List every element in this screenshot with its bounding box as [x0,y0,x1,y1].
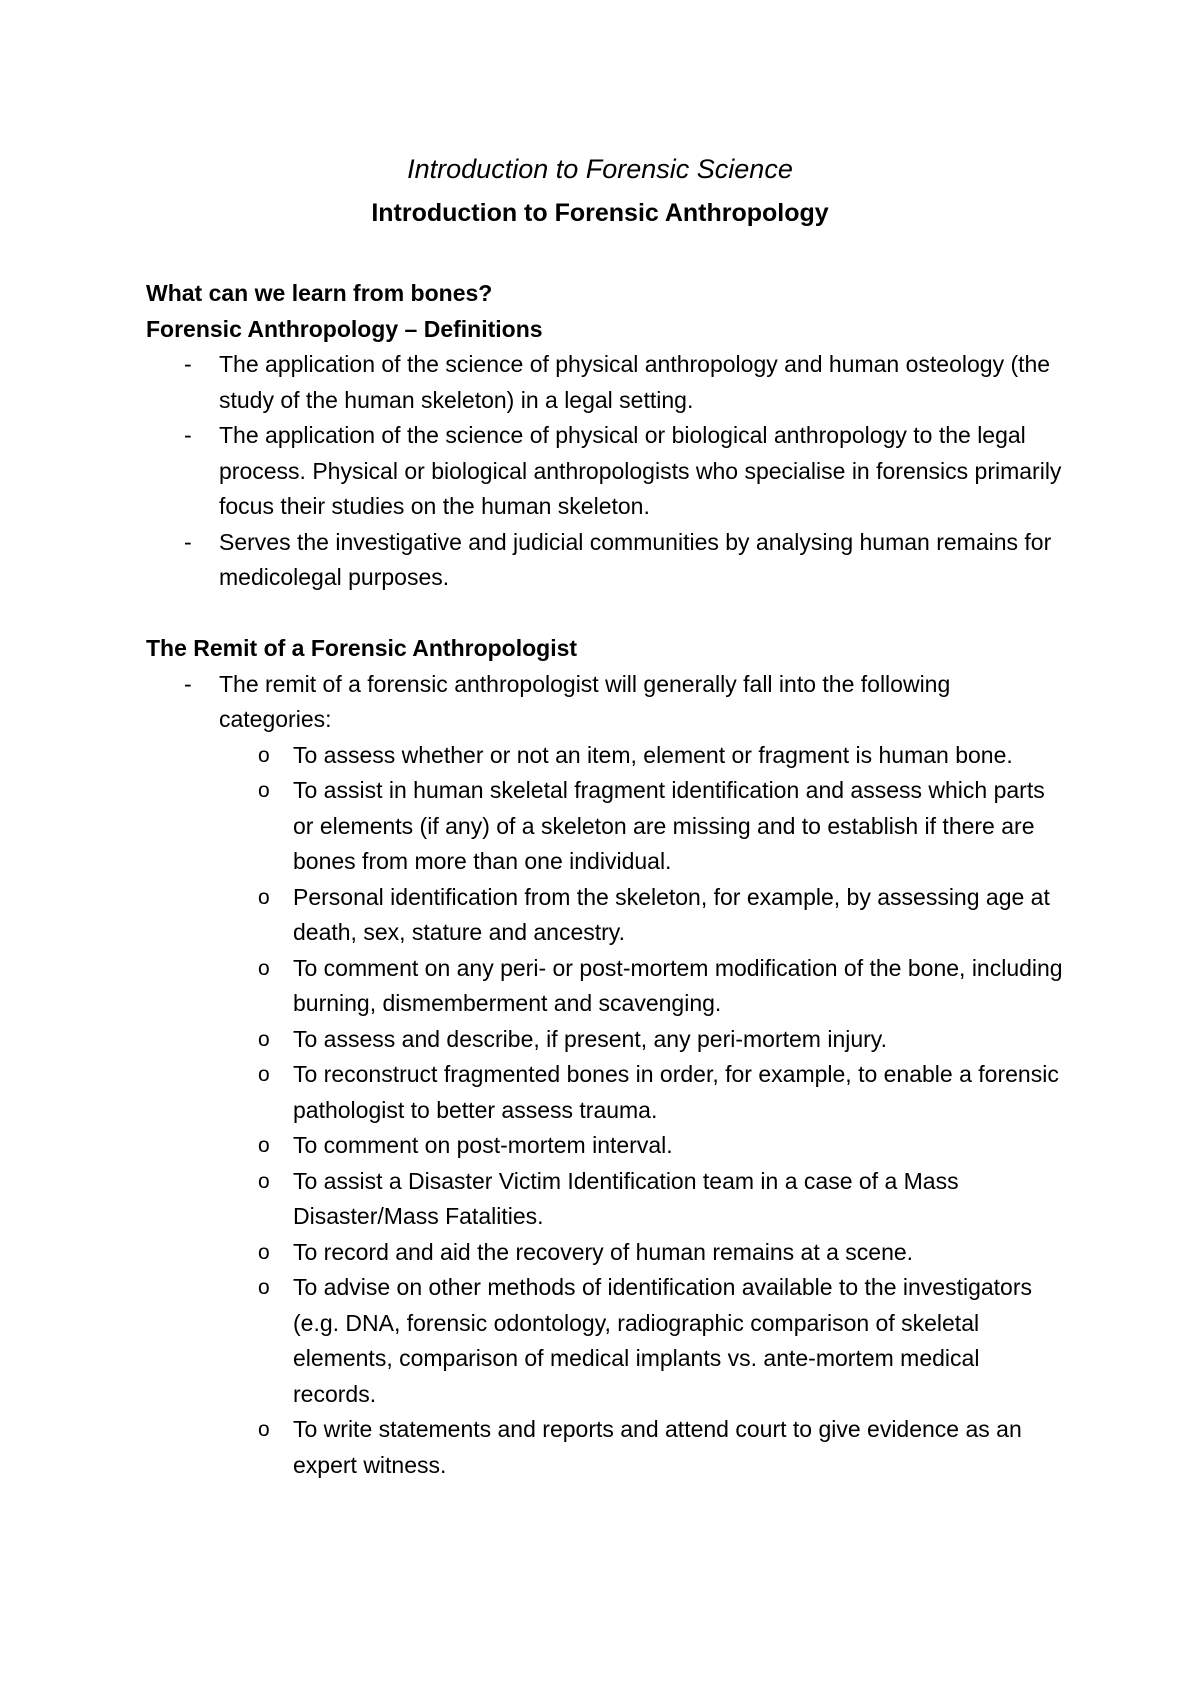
list-item-text: The remit of a forensic anthropologist will generally fall into the following categories: [219,670,951,732]
dash-bullet-icon: - [184,670,192,697]
circle-bullet-icon: o [258,885,270,909]
dash-bullet-icon: - [184,528,192,555]
list-item-text: To write statements and reports and attend court to give evidence as an expert witness. [293,1416,1022,1478]
document-subtitle: Introduction to Forensic Anthropology [371,199,829,227]
circle-bullet-icon: o [258,743,270,767]
list-item-text: To comment on any peri- or post-mortem modification of the bone, including burning, dismemberment and scavenging. [293,954,1063,1016]
list-item [146,667,1066,738]
list-item [146,525,1066,596]
list-item [146,738,1066,774]
list-item [146,1235,1066,1271]
circle-bullet-icon: o [258,1169,270,1193]
circle-bullet-icon: o [258,1134,270,1157]
list-item-text: Personal identification from the skeleton, for example, by assessing age at death, sex, stature and ancestry. [293,883,1050,945]
list-item-text: The application of the science of physical anthropology and human osteology (the study of the human skeleton) in a legal setting. [219,351,1051,413]
section-question: What can we learn from bones? [146,280,493,306]
list-item [146,1412,1066,1483]
circle-bullet-icon: o [258,1027,270,1051]
dash-bullet-icon: - [184,351,192,377]
list-item-text: To advise on other methods of identification available to the investigators (e.g. DNA, forensic odontology, radiographic comparison of skeletal elements, comparison of medical implants vs. ante-mortem medical records. [293,1274,1032,1407]
list-item [146,1128,1066,1164]
list-item-text: To assess and describe, if present, any peri-mortem injury. [293,1025,887,1052]
dash-bullet-icon: - [184,422,192,448]
list-item-text: To assist a Disaster Victim Identification team in a case of a Mass Disaster/Mass Fatalities. [293,1167,959,1229]
circle-bullet-icon: o [258,956,270,980]
circle-bullet-icon: o [258,1418,270,1441]
list-item-text: The application of the science of physical or biological anthropology to the legal process. Physical or biological anthropologists who specialise in forensics primarily focus their studies on the human skeleton. [219,422,1062,519]
list-item [146,1164,1066,1235]
list-item [146,347,1066,418]
list-item [146,1270,1066,1412]
list-item [146,951,1066,1022]
remit-list [146,667,1066,738]
section-heading-remit: The Remit of a Forensic Anthropologist [146,635,578,661]
list-item-text: To record and aid the recovery of human remains at a scene. [293,1238,914,1265]
list-item [146,418,1066,525]
circle-bullet-icon: o [258,1240,270,1264]
circle-bullet-icon: o [258,1063,270,1086]
definitions-list [146,347,1066,596]
list-item [146,880,1066,951]
list-item [146,1057,1066,1128]
document-title: Introduction to Forensic Science [407,154,793,184]
section-spacer [146,596,1066,632]
list-item-text: Serves the investigative and judicial communities by analysing human remains for medicolegal purposes. [219,528,1052,590]
list-item-text: To reconstruct fragmented bones in order, for example, to enable a forensic pathologist to better assess trauma. [293,1061,1059,1123]
list-item [146,1022,1066,1058]
circle-bullet-icon: o [258,779,270,802]
section-heading-definitions: Forensic Anthropology – Definitions [146,315,543,342]
circle-bullet-icon: o [258,1276,270,1299]
list-item-text: To assess whether or not an item, element or fragment is human bone. [293,741,1013,768]
document-body [146,276,1066,1483]
list-item-text: To comment on post-mortem interval. [293,1132,673,1158]
list-item [146,773,1066,880]
list-item-text: To assist in human skeletal fragment identification and assess which parts or elements (if any) of a skeleton are missing and to establish if there are bones from more than one individual. [293,777,1045,874]
remit-categories-list [146,738,1066,1484]
